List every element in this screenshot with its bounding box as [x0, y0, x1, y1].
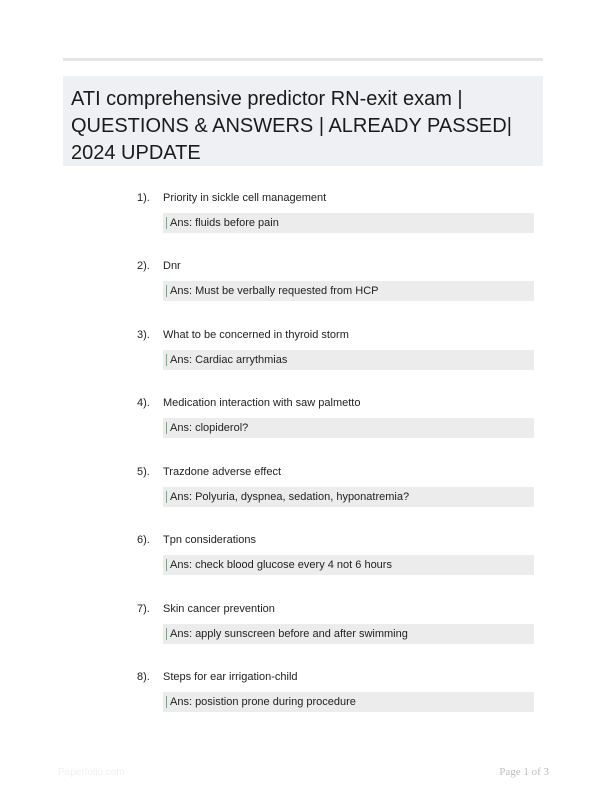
question-number: 1). [137, 192, 150, 204]
answer-marker [166, 354, 167, 366]
question-number: 8). [137, 671, 150, 683]
answer-box [163, 281, 534, 301]
document-title: ATI comprehensive predictor RN-exit exam | QUESTIONS & ANSWERS | ALREADY PASSED| 2024 UPDATE [71, 88, 512, 164]
answer-text: Ans: apply sunscreen before and after swimming [170, 628, 408, 640]
question-text: Trazdone adverse effect [163, 466, 282, 478]
answer-marker [166, 285, 167, 297]
question-text: Skin cancer prevention [163, 603, 275, 615]
question-text: Tpn considerations [163, 534, 256, 546]
qa-item [0, 602, 606, 662]
question-number: 5). [137, 466, 150, 478]
answer-box [163, 692, 534, 712]
title-banner [63, 76, 543, 166]
qa-item [0, 465, 606, 525]
answer-box [163, 350, 534, 370]
header-divider [63, 58, 543, 61]
qa-item [0, 396, 606, 456]
answer-text: Ans: fluids before pain [170, 217, 279, 229]
question-text: Dnr [163, 260, 181, 272]
answer-text: Ans: clopiderol? [170, 422, 249, 434]
answer-box [163, 213, 534, 233]
answer-marker [166, 696, 167, 708]
qa-item [0, 328, 606, 388]
qa-item [0, 259, 606, 319]
question-number: 4). [137, 397, 150, 409]
qa-item [0, 533, 606, 593]
answer-box [163, 555, 534, 575]
answer-text: Ans: Must be verbally requested from HCP [170, 285, 379, 297]
answer-marker [166, 422, 167, 434]
answer-text: Ans: check blood glucose every 4 not 6 hours [170, 559, 392, 571]
qa-item [0, 191, 606, 251]
answer-box [163, 624, 534, 644]
question-text: Steps for ear irrigation-child [163, 671, 298, 683]
question-text: Priority in sickle cell management [163, 192, 327, 204]
answer-marker [166, 628, 167, 640]
question-text: Medication interaction with saw palmetto [163, 397, 361, 409]
question-number: 3). [137, 329, 150, 341]
page-indicator: Page 1 of 3 [499, 766, 549, 778]
answer-marker [166, 491, 167, 503]
answer-box [163, 418, 534, 438]
qa-item [0, 670, 606, 730]
answer-marker [166, 217, 167, 229]
answer-marker [166, 559, 167, 571]
answer-text: Ans: Polyuria, dyspnea, sedation, hyponatremia? [170, 491, 410, 503]
question-number: 6). [137, 534, 150, 546]
answer-box [163, 487, 534, 507]
answer-text: Ans: posistion prone during procedure [170, 696, 356, 708]
footer-watermark: Paperfolio.com [58, 767, 125, 778]
answer-text: Ans: Cardiac arrythmias [170, 354, 288, 366]
question-number: 2). [137, 260, 150, 272]
question-text: What to be concerned in thyroid storm [163, 329, 349, 341]
question-number: 7). [137, 603, 150, 615]
